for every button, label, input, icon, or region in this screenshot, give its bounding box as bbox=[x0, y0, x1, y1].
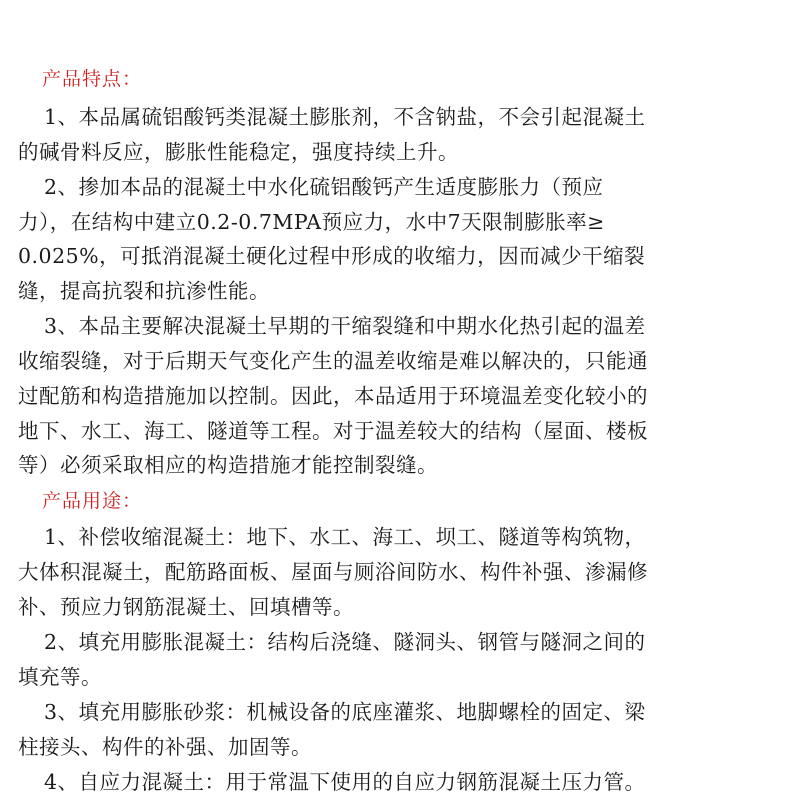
uses-line: 大体积混凝土，配筋路面板、屋面与厕浴间防水、构件补强、渗漏修 bbox=[18, 560, 648, 584]
uses-line: 4、自应力混凝土：用于常温下使用的自应力钢筋混凝土压力管。 bbox=[44, 770, 646, 794]
uses-line: 柱接头、构件的补强、加固等。 bbox=[18, 735, 312, 759]
uses-line: 1、补偿收缩混凝土：地下、水工、海工、坝工、隧道等构筑物， bbox=[44, 525, 646, 549]
features-line: 等）必须采取相应的构造措施才能控制裂缝。 bbox=[18, 453, 438, 477]
uses-line: 填充等。 bbox=[18, 665, 102, 689]
uses-heading: 产品用途： bbox=[42, 490, 143, 512]
features-heading: 产品特点： bbox=[42, 68, 143, 90]
features-line: 0.025%，可抵消混凝土硬化过程中形成的收缩力，因而减少干缩裂 bbox=[18, 244, 646, 268]
uses-line: 3、填充用膨胀砂浆：机械设备的底座灌浆、地脚螺栓的固定、梁 bbox=[44, 700, 646, 724]
features-line: 地下、水工、海工、隧道等工程。对于温差较大的结构（屋面、楼板 bbox=[18, 419, 648, 443]
features-line: 缝，提高抗裂和抗渗性能。 bbox=[18, 279, 270, 303]
features-line: 3、本品主要解决混凝土早期的干缩裂缝和中期水化热引起的温差 bbox=[44, 314, 646, 338]
features-line: 2、掺加本品的混凝土中水化硫铝酸钙产生适度膨胀力（预应 bbox=[44, 175, 604, 199]
features-line: 过配筋和构造措施加以控制。因此，本品适用于环境温差变化较小的 bbox=[18, 384, 648, 408]
features-line: 的碱骨料反应，膨胀性能稳定，强度持续上升。 bbox=[18, 140, 459, 164]
uses-line: 2、填充用膨胀混凝土：结构后浇缝、隧洞头、钢管与隧洞之间的 bbox=[44, 630, 646, 654]
uses-line: 补、预应力钢筋混凝土、回填槽等。 bbox=[18, 595, 354, 619]
features-line: 力），在结构中建立0.2-0.7MPA预应力，水中7天限制膨胀率≥ bbox=[18, 210, 605, 234]
features-line: 1、本品属硫铝酸钙类混凝土膨胀剂，不含钠盐，不会引起混凝土 bbox=[44, 105, 646, 129]
features-line: 收缩裂缝，对于后期天气变化产生的温差收缩是难以解决的，只能通 bbox=[18, 349, 648, 373]
